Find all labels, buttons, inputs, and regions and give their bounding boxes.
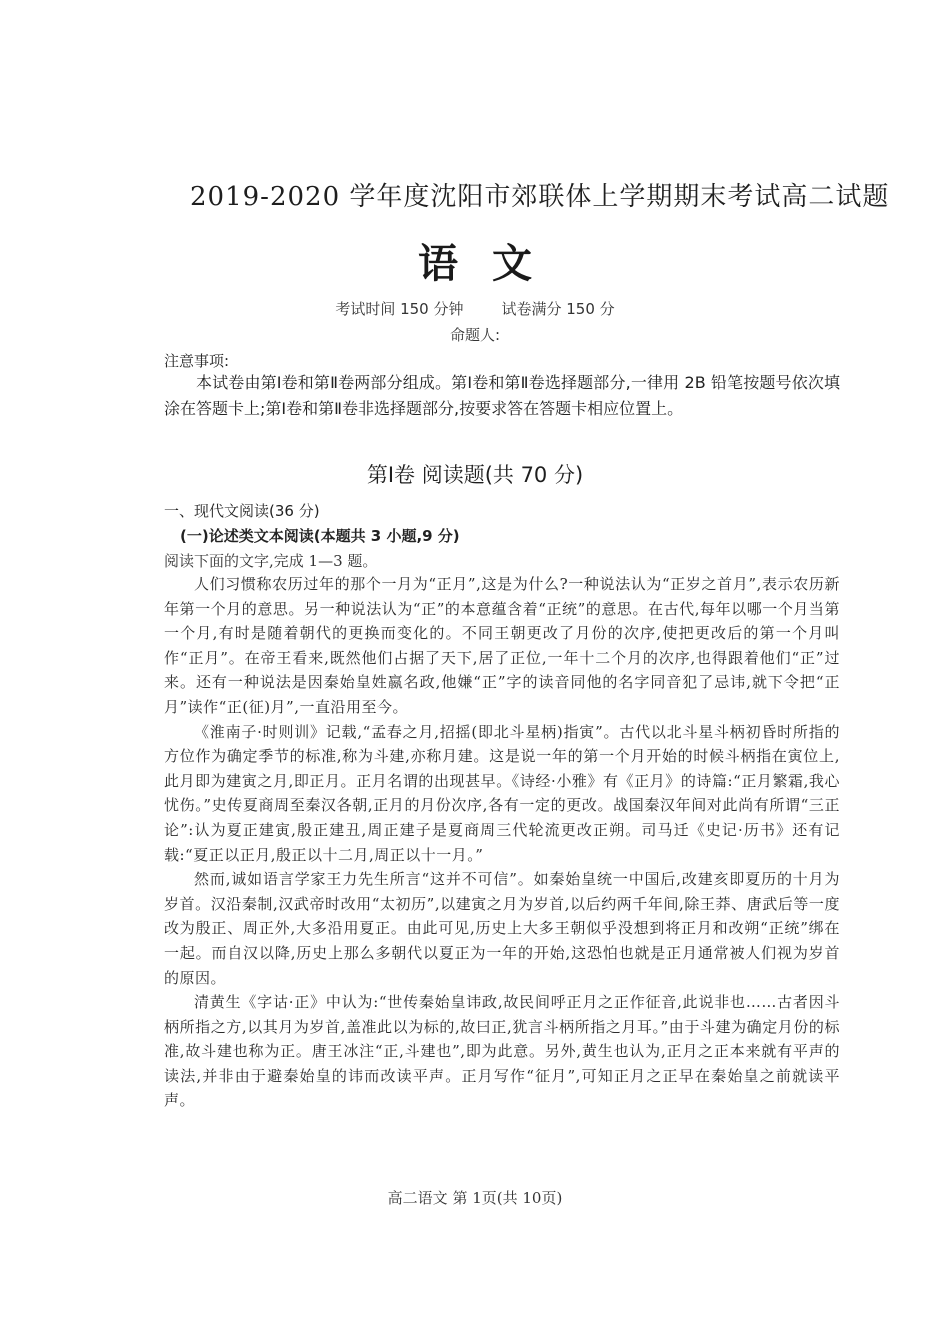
passage-paragraph: 清黄生《字诂·正》中认为:“世传秦始皇讳政,故民间呼正月之正作征音,此说非也……古者因斗柄所指之方,以其月为岁首,盖准此以为标的,故曰正,犹言斗柄所指之月耳。”由于斗建为确定月份的标准,故斗建也称为正。唐王冰注“正,斗建也”,即为此意。另外,黄生也认为,正月之正本来就有平声的读法,并非由于避秦始皇的讳而改读平声。正月写作“征月”,可知正月之正早在秦始皇之前就读平声。 (164, 993, 840, 1110)
exam-full-score: 试卷满分 150 分 (501, 300, 615, 318)
passage-paragraph: 人们习惯称农历过年的那个一月为“正月”,这是为什么?一种说法认为“正岁之首月”,表示农历新年第一个月的意思。另一种说法认为“正”的本意蕴含着“正统”的意思。在古代,每年以哪一个月当第一个月,有时是随着朝代的更换而变化的。不同王朝更改了月份的次序,使把更改后的第一个月叫作“正月”。在帝王看来,既然他们占据了天下,居了正位,一年十二个月的次序,也得跟着他们“正”过来。还有一种说法是因秦始皇姓嬴名政,他嫌“正”字的读音同他的名字同音犯了忌讳,就下令把“正月”读作“正(征)月”,一直沿用至今。 (164, 575, 840, 716)
notice-body: 本试卷由第Ⅰ卷和第Ⅱ卷两部分组成。第Ⅰ卷和第Ⅱ卷选择题部分,一律用 2B 铅笔按题号依次填涂在答题卡上;第Ⅰ卷和第Ⅱ卷非选择题部分,按要求答在答题卡相应位置上。 (164, 373, 840, 418)
page-footer: 高二语文 第 1页(共 10页) (387, 1189, 563, 1207)
passage-paragraph: 然而,诚如语言学家王力先生所言“这并不可信”。如秦始皇统一中国后,改建亥即夏历的十月为岁首。汉沿秦制,汉武帝时改用“太初历”,以建寅之月为岁首,以后约两千年间,除王莽、唐武后等一度改为殷正、周正外,大多沿用夏正。由此可见,历史上大多王朝似乎没想到将正月和改朔“正统”绑在一起。而自汉以降,历史上那么多朝代以夏正为一年的开始,这恐怕也就是正月通常被人们视为岁首的原因。 (164, 870, 840, 987)
part-title: 第Ⅰ卷 阅读题(共 70 分) (366, 463, 584, 487)
subject-title: 语文 (418, 240, 566, 287)
reading-passage (164, 572, 840, 1113)
passage-paragraph: 《淮南子·时则训》记载,“孟春之月,招摇(即北斗星柄)指寅”。古代以北斗星斗柄初昏时所指的方位作为确定季节的标准,称为斗建,亦称月建。这是说一年的第一个月开始的时候斗柄指在寅位上,此月即为建寅之月,即正月。正月名谓的出现甚早。《诗经·小雅》有《正月》的诗篇:“正月繁霜,我心忧伤。”史传夏商周至秦汉各朝,正月的月份次序,各有一定的更改。战国秦汉年间对此尚有所谓“三正论”:认为夏正建寅,殷正建丑,周正建子是夏商周三代轮流更改正朔。司马迁《史记·历书》还有记载:“夏正以正月,殷正以十二月,周正以十一月。” (164, 722, 840, 864)
exam-author: 命题人: (449, 326, 501, 344)
exam-meta (0, 298, 950, 319)
reading-instruction: 阅读下面的文字,完成 1—3 题。 (164, 552, 378, 570)
section-heading: 一、现代文阅读(36 分) (164, 502, 320, 520)
section-subheading: (一)论述类文本阅读(本题共 3 小题,9 分) (180, 527, 460, 545)
exam-title: 2019-2020 学年度沈阳市郊联体上学期期末考试高二试题 (190, 182, 890, 212)
exam-time: 考试时间 150 分钟 (335, 300, 464, 318)
notice-heading: 注意事项: (164, 352, 230, 370)
